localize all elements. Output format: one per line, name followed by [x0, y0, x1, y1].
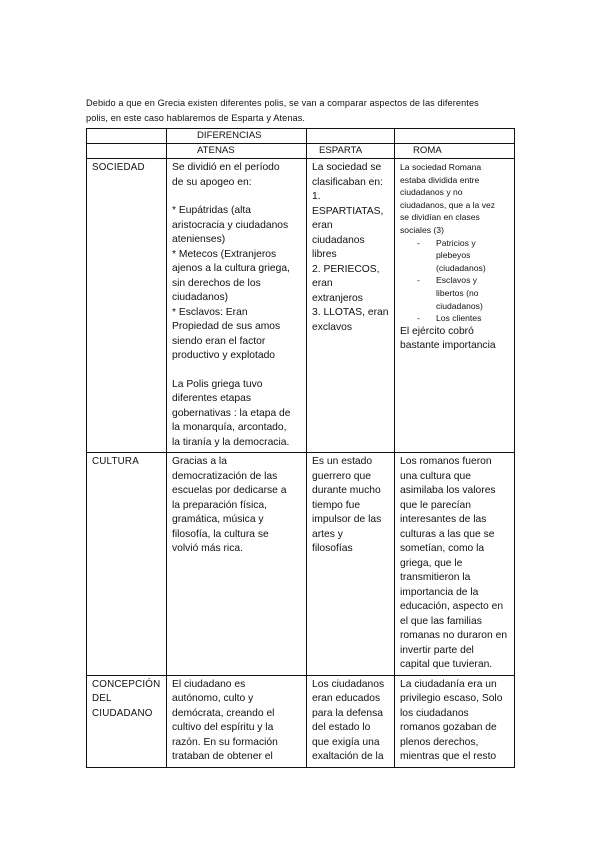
cell-sociedad-esparta	[307, 159, 395, 453]
cell-sociedad-roma	[395, 159, 515, 453]
text-line: invertir parte del	[400, 644, 474, 656]
text-line: extranjeros	[312, 292, 363, 304]
text-line: * Metecos (Extranjeros	[172, 248, 277, 260]
text-line: Se dividió en el período	[172, 162, 280, 173]
text-line: eran educados	[312, 693, 381, 704]
text-line: democratización de las	[172, 470, 278, 482]
text-line: romanas no duraron en	[400, 630, 508, 641]
text-line: trataban de obtener el	[172, 751, 273, 762]
text-line: productivo y explotado	[172, 350, 276, 361]
text-line: importancia de la	[400, 586, 479, 598]
table-row	[87, 453, 515, 676]
cell-cultura-roma	[395, 453, 515, 676]
header-roma: ROMA	[395, 144, 515, 159]
text-line: gobernativas : la etapa de	[172, 407, 291, 419]
text-line: transmitieron la	[400, 572, 471, 583]
text-line: privilegio escaso, Solo	[400, 693, 503, 704]
text-line: autónomo, culto y	[172, 693, 254, 704]
text-line: (ciudadanos)	[436, 262, 486, 273]
text-line: exaltación de la	[312, 751, 384, 762]
text-line: La sociedad se	[312, 162, 382, 173]
header-empty-cell	[87, 144, 167, 159]
text-line: diferentes etapas	[172, 393, 251, 404]
text-line: - Patricios y	[436, 237, 476, 248]
text-line: de su apogeo en:	[172, 176, 252, 188]
header-empty-cell	[307, 129, 395, 144]
text-line: plenos derechos,	[400, 736, 479, 748]
text-line: educación, aspecto en	[400, 601, 504, 612]
text-line: demócrata, creando el	[172, 707, 275, 719]
comparison-table	[86, 128, 515, 768]
text-line: capital que tuvieran.	[400, 659, 493, 670]
text-line: atenienses)	[172, 234, 226, 245]
header-diferencias: DIFERENCIAS	[167, 129, 307, 144]
text-line: mientras que el resto	[400, 751, 497, 762]
text-line: razón. En su formación	[172, 736, 278, 748]
cell-ciudadano-roma	[395, 675, 515, 767]
text-line: ciudadanos y no	[400, 187, 463, 198]
row-label-cultura: CULTURA	[87, 453, 167, 676]
text-line: El ciudadano es	[172, 678, 246, 690]
cell-cultura-esparta	[307, 453, 395, 676]
text-line: filosofía, la cultura se	[172, 528, 269, 540]
text-line: asimilaba los valores	[400, 485, 496, 496]
text-line: los ciudadanos	[400, 707, 469, 719]
text-line: que le parecían	[400, 499, 471, 511]
text-line: ciudadanos	[312, 234, 365, 246]
text-line: La Polis griega tuvo	[172, 378, 263, 390]
row-label-sociedad: SOCIEDAD	[87, 159, 167, 453]
text-line: La sociedad Romana	[400, 162, 482, 172]
text-line: aristocracia y ciudadanos	[172, 219, 289, 231]
text-line	[172, 190, 302, 204]
text-line: impulsor de las	[312, 514, 382, 525]
text-line: Los romanos fueron	[400, 456, 492, 467]
text-line: 1. ESPARTIATAS,	[312, 191, 384, 217]
text-line: eran	[312, 220, 333, 231]
table-row	[87, 159, 515, 453]
text-line: plebeyos	[436, 250, 471, 261]
text-line: - Esclavos y	[436, 275, 478, 286]
text-line: bastante importancia	[400, 340, 496, 352]
text-line: culturas a las que se	[400, 528, 495, 540]
cell-ciudadano-atenas	[167, 675, 307, 767]
text-line: sociales (3)	[400, 224, 444, 235]
text-line: CONCEPCIÓN	[92, 678, 161, 690]
text-line: * Esclavos: Eran	[172, 306, 248, 318]
cell-ciudadano-esparta	[307, 675, 395, 767]
text-line: volvió más rica.	[172, 543, 243, 554]
text-line	[172, 364, 302, 378]
text-line: La ciudadanía era un	[400, 678, 497, 690]
text-line: - Los clientes	[436, 313, 482, 324]
text-line: libres	[312, 249, 337, 260]
text-line: ajenos a la cultura griega,	[172, 263, 290, 274]
text-line: cultivo del espíritu y la	[172, 722, 274, 733]
text-line: Gracias a la	[172, 456, 227, 467]
text-line: * Eupátridas (alta	[172, 205, 251, 216]
text-line: Es un estado	[312, 456, 373, 467]
table-row	[87, 675, 515, 767]
header-empty-cell	[87, 129, 167, 144]
row-label-concepcion-ciudadano	[87, 675, 167, 767]
text-line: escuelas por dedicarse a	[172, 485, 287, 496]
text-line: sin derechos de los	[172, 277, 261, 289]
text-line: libertos (no	[436, 287, 479, 298]
text-line: DEL	[92, 693, 112, 704]
text-line: CIUDADANO	[92, 707, 153, 719]
intro-paragraph	[86, 96, 526, 126]
text-line: para la defensa	[312, 707, 383, 719]
intro-line: polis, en este caso hablaremos de Esparta y Atenas.	[86, 113, 306, 123]
text-line: estaba dividida entre	[400, 174, 480, 185]
text-line: la tiranía y la democracia.	[172, 436, 290, 448]
text-line: clasificaban en:	[312, 176, 383, 188]
intro-line: Debido a que en Grecia existen diferentes polis, se van a comparar aspectos de las diferentes	[86, 98, 479, 108]
text-line: una cultura que	[400, 470, 471, 482]
roma-classes-list	[400, 237, 510, 325]
text-line: siendo eran el factor	[172, 335, 266, 347]
text-line: 2. PERIECOS,	[312, 263, 380, 275]
text-line: la preparación física,	[172, 499, 268, 511]
text-line: El ejército cobró	[400, 325, 474, 337]
text-line: durante mucho	[312, 485, 381, 496]
list-item	[400, 274, 510, 312]
text-line: sometían, como la	[400, 543, 485, 554]
cell-sociedad-atenas	[167, 159, 307, 453]
text-line: exclavos	[312, 321, 353, 333]
header-empty-cell	[395, 129, 515, 144]
text-line: artes y	[312, 528, 343, 540]
text-line: Los ciudadanos	[312, 678, 385, 690]
cell-cultura-atenas	[167, 453, 307, 676]
text-line: que exigía una	[312, 736, 380, 748]
text-line: el que las familias	[400, 615, 482, 627]
text-line: se dividían en clases	[400, 212, 480, 223]
text-line: guerrero que	[312, 470, 371, 482]
text-line: gramática, música y	[172, 514, 264, 525]
text-line: griega, que le	[400, 557, 463, 569]
table-header-row	[87, 144, 515, 159]
text-line: filosofías	[312, 543, 353, 554]
text-line: del estado lo	[312, 722, 371, 733]
text-line: romanos gozaban de	[400, 722, 497, 733]
text-line: ciudadanos, que a la vez	[400, 199, 496, 210]
text-line: ciudadanos)	[436, 300, 483, 311]
header-atenas: ATENAS	[167, 144, 307, 159]
list-item	[400, 312, 510, 325]
text-line: Propiedad de sus amos	[172, 321, 281, 332]
text-line: tiempo fue	[312, 499, 361, 511]
text-line: ciudadanos)	[172, 292, 229, 303]
text-line: 3. LLOTAS, eran	[312, 307, 389, 318]
list-item	[400, 237, 510, 275]
header-esparta: ESPARTA	[307, 144, 395, 159]
text-line: la monarquía, arcontado,	[172, 422, 287, 433]
text-line: interesantes de las	[400, 514, 487, 525]
text-line: eran	[312, 278, 333, 289]
table-header-group-row	[87, 129, 515, 144]
